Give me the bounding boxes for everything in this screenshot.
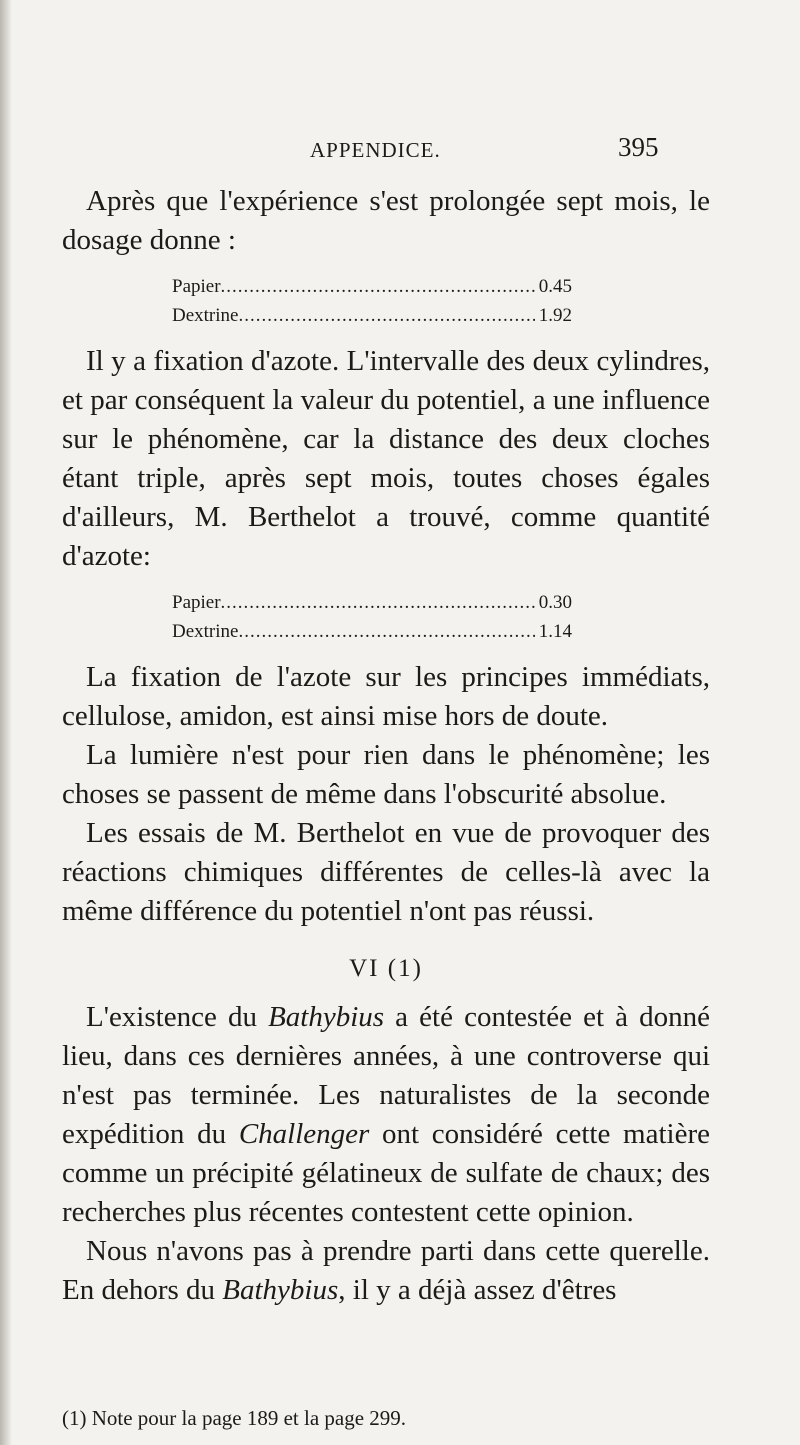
running-head: APPENDICE. — [310, 138, 441, 162]
page-number: 395 — [618, 132, 659, 162]
paragraph-1: Après que l'expérience s'est prolongée sept mois, le dosage donne : — [62, 185, 710, 256]
paragraph-6-text-e: ont considéré cette matière comme un précipité gélatineux de sulfate de chaux; des recherches plus récentes contestent cette opinion. — [62, 1118, 710, 1228]
challenger-italic: Challenger — [238, 1118, 370, 1150]
page-body — [62, 182, 710, 1310]
nitrogen-table-2 — [172, 588, 572, 646]
table-label: Dextrine — [172, 305, 239, 326]
table-label: Papier — [172, 276, 221, 297]
paragraph-4: La lumière n'est pour rien dans le phénomène; les choses se passent de même dans l'obscurité absolue. — [62, 739, 710, 810]
paragraph-7 — [62, 1232, 710, 1310]
table-value: 0.30 — [538, 592, 572, 613]
paragraph-6 — [62, 998, 710, 1232]
table-row — [172, 617, 572, 646]
book-page — [62, 0, 710, 1445]
paragraph-6-text-a: L'existence du — [86, 1001, 269, 1033]
section-heading: VI (1) — [349, 955, 423, 982]
paragraph-2: Il y a fixation d'azote. L'intervalle des deux cylindres, et par conséquent la valeur du potentiel, a une influence sur le phénomène, car la distance des deux cloches étant triple, après sept mois, toutes choses égales d'ailleurs, M. Berthelot a trouvé, comme quantité d'azote: — [62, 345, 710, 572]
book-binding-shadow — [0, 0, 12, 1445]
table-label: Papier — [172, 592, 221, 613]
leader-dots — [221, 588, 535, 617]
nitrogen-table-1 — [172, 272, 572, 330]
table-value: 1.14 — [538, 621, 572, 642]
table-label: Dextrine — [172, 621, 239, 642]
paragraph-7-text-a: Nous n'avons pas à prendre parti dans cette querelle. En dehors du — [62, 1235, 710, 1306]
page-header — [62, 132, 710, 166]
paragraph-3: La fixation de l'azote sur les principes immédiats, cellulose, amidon, est ainsi mise hors de doute. — [62, 661, 710, 732]
table-value: 0.45 — [538, 276, 572, 297]
table-row — [172, 301, 572, 330]
paragraph-7-text-c: , il y a déjà assez d'êtres — [338, 1274, 617, 1306]
bathybius-italic: Bathybius — [222, 1274, 339, 1306]
table-row — [172, 272, 572, 301]
paragraph-6-text-c: a été contestée et à donné lieu, dans ces dernières années, à une controverse qui n'est pas terminée. Les naturalistes de la seconde expédition du — [62, 1001, 710, 1150]
leader-dots — [221, 272, 535, 301]
footnote: (1) Note pour la page 189 et la page 299. — [62, 1406, 407, 1430]
paragraph-5: Les essais de M. Berthelot en vue de provoquer des réactions chimiques différentes de celles-là avec la même différence du potentiel n'ont pas réussi. — [62, 817, 710, 927]
table-value: 1.92 — [538, 305, 572, 326]
leader-dots — [238, 301, 534, 330]
bathybius-italic: Bathybius — [268, 1001, 385, 1033]
leader-dots — [238, 617, 534, 646]
table-row — [172, 588, 572, 617]
